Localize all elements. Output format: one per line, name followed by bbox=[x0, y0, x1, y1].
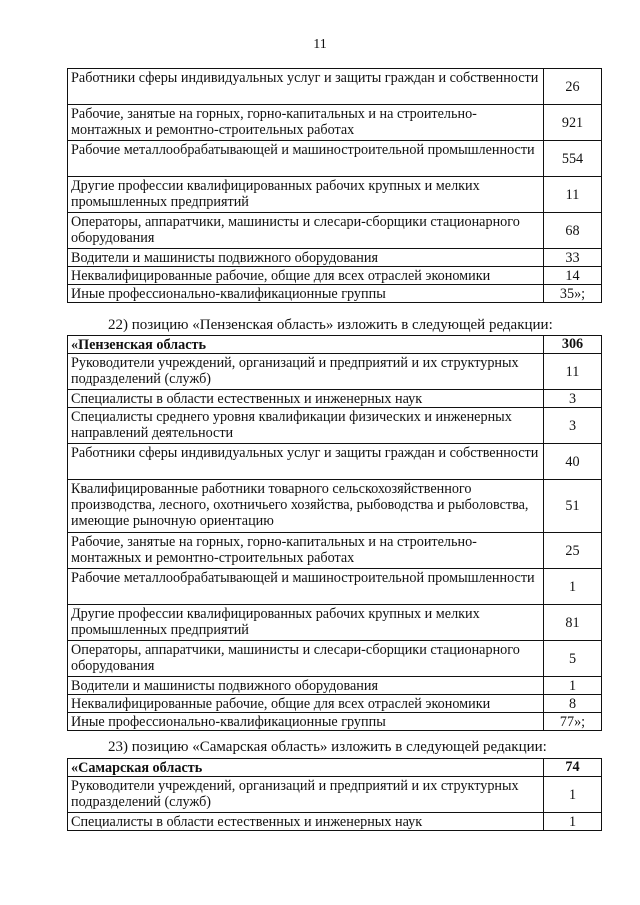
table-row bbox=[68, 813, 602, 831]
region-total: 74 bbox=[544, 759, 602, 777]
row-value: 77»; bbox=[544, 713, 602, 731]
table-penza bbox=[67, 335, 602, 731]
row-label: Операторы, аппаратчики, машинисты и слесари-сборщики стационарного оборудования bbox=[68, 641, 544, 677]
row-label: Неквалифицированные рабочие, общие для всех отраслей экономики bbox=[68, 267, 544, 285]
table-header-row bbox=[68, 336, 602, 354]
table-row bbox=[68, 177, 602, 213]
row-label: Неквалифицированные рабочие, общие для всех отраслей экономики bbox=[68, 695, 544, 713]
table-row bbox=[68, 569, 602, 605]
row-value: 1 bbox=[544, 677, 602, 695]
row-value: 3 bbox=[544, 408, 602, 444]
table-row bbox=[68, 408, 602, 444]
row-value: 3 bbox=[544, 390, 602, 408]
row-label: Другие профессии квалифицированных рабочих крупных и мелких промышленных предприятий bbox=[68, 177, 544, 213]
region-title: «Пензенская область bbox=[68, 336, 544, 354]
table-row bbox=[68, 533, 602, 569]
table-row bbox=[68, 105, 602, 141]
row-label: Иные профессионально-квалификационные группы bbox=[68, 713, 544, 731]
table-row bbox=[68, 695, 602, 713]
row-label: Операторы, аппаратчики, машинисты и слесари-сборщики стационарного оборудования bbox=[68, 213, 544, 249]
row-value: 51 bbox=[544, 480, 602, 533]
row-label: Руководители учреждений, организаций и предприятий и их структурных подразделений (служб) bbox=[68, 777, 544, 813]
row-label: Водители и машинисты подвижного оборудования bbox=[68, 249, 544, 267]
row-value: 26 bbox=[544, 69, 602, 105]
table-row bbox=[68, 213, 602, 249]
row-value: 1 bbox=[544, 569, 602, 605]
page-number: 11 bbox=[313, 37, 327, 52]
row-value: 11 bbox=[544, 177, 602, 213]
row-label: Специалисты в области естественных и инженерных наук bbox=[68, 813, 544, 831]
row-label: Рабочие металлообрабатывающей и машиностроительной промышленности bbox=[68, 569, 544, 605]
row-label: Квалифицированные работники товарного сельскохозяйственного производства, лесного, охотничьего хозяйства, рыбоводства и рыболовства, имеющие рыночную ориентацию bbox=[68, 480, 544, 533]
row-label: Специалисты среднего уровня квалификации физических и инженерных направлений деятельности bbox=[68, 408, 544, 444]
table-row bbox=[68, 605, 602, 641]
row-value: 33 bbox=[544, 249, 602, 267]
row-label: Работники сферы индивидуальных услуг и защиты граждан и собственности bbox=[68, 69, 544, 105]
table-row bbox=[68, 713, 602, 731]
table-row bbox=[68, 480, 602, 533]
row-value: 11 bbox=[544, 354, 602, 390]
section-23-intro: 23) позицию «Самарская область» изложить в следующей редакции: bbox=[108, 739, 547, 755]
row-value: 5 bbox=[544, 641, 602, 677]
row-value: 8 bbox=[544, 695, 602, 713]
row-label: Работники сферы индивидуальных услуг и защиты граждан и собственности bbox=[68, 444, 544, 480]
row-value: 81 bbox=[544, 605, 602, 641]
row-label: Рабочие металлообрабатывающей и машиностроительной промышленности bbox=[68, 141, 544, 177]
row-value: 1 bbox=[544, 777, 602, 813]
row-label: Рабочие, занятые на горных, горно-капитальных и на строительно-монтажных и ремонтно-строительных работах bbox=[68, 105, 544, 141]
table-row bbox=[68, 354, 602, 390]
row-value: 921 bbox=[544, 105, 602, 141]
table-row bbox=[68, 677, 602, 695]
row-label: Специалисты в области естественных и инженерных наук bbox=[68, 390, 544, 408]
table-row bbox=[68, 249, 602, 267]
table-row bbox=[68, 69, 602, 105]
row-label: Иные профессионально-квалификационные группы bbox=[68, 285, 544, 303]
row-label: Рабочие, занятые на горных, горно-капитальных и на строительно-монтажных и ремонтно-строительных работах bbox=[68, 533, 544, 569]
row-label: Руководители учреждений, организаций и предприятий и их структурных подразделений (служб) bbox=[68, 354, 544, 390]
table-row bbox=[68, 390, 602, 408]
row-value: 68 bbox=[544, 213, 602, 249]
row-value: 14 bbox=[544, 267, 602, 285]
row-value: 1 bbox=[544, 813, 602, 831]
row-value: 35»; bbox=[544, 285, 602, 303]
table-row bbox=[68, 141, 602, 177]
table-continuation bbox=[67, 68, 602, 303]
region-total: 306 bbox=[544, 336, 602, 354]
table-row bbox=[68, 641, 602, 677]
table-samara bbox=[67, 758, 602, 831]
row-label: Водители и машинисты подвижного оборудования bbox=[68, 677, 544, 695]
region-title: «Самарская область bbox=[68, 759, 544, 777]
row-label: Другие профессии квалифицированных рабочих крупных и мелких промышленных предприятий bbox=[68, 605, 544, 641]
row-value: 554 bbox=[544, 141, 602, 177]
table-row bbox=[68, 285, 602, 303]
section-22-intro: 22) позицию «Пензенская область» изложить в следующей редакции: bbox=[108, 317, 553, 333]
table-row bbox=[68, 267, 602, 285]
row-value: 25 bbox=[544, 533, 602, 569]
row-value: 40 bbox=[544, 444, 602, 480]
table-row bbox=[68, 777, 602, 813]
table-row bbox=[68, 444, 602, 480]
table-header-row bbox=[68, 759, 602, 777]
